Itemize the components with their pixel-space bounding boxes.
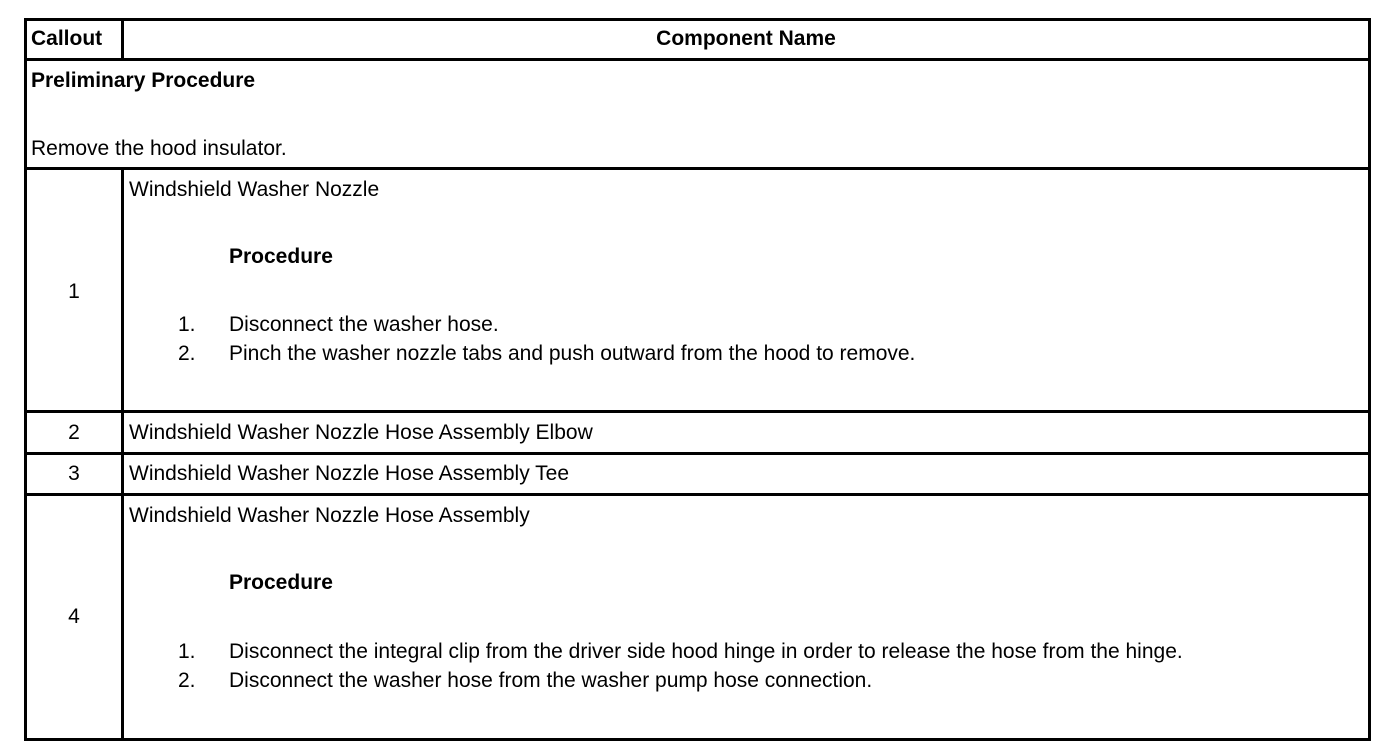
- preliminary-title: Preliminary Procedure: [31, 69, 256, 92]
- row-1-step-1: Disconnect the washer hose.: [229, 313, 499, 336]
- preliminary-text: Remove the hood insulator.: [31, 137, 287, 160]
- row-2-name: Windshield Washer Nozzle Hose Assembly Elbow: [129, 421, 593, 444]
- row-1-step-2-number: 2.: [178, 342, 196, 365]
- row-1-name-cell: [121, 167, 1371, 413]
- row-4-name-cell: [121, 493, 1371, 741]
- row-4-step-2: Disconnect the washer hose from the washer pump hose connection.: [229, 669, 873, 692]
- row-4-step-1-number: 1.: [178, 640, 196, 663]
- header-callout: Callout: [31, 27, 103, 50]
- row-1-callout: 1: [68, 280, 80, 303]
- row-4-procedure-title: Procedure: [229, 571, 333, 594]
- row-1-step-2: Pinch the washer nozzle tabs and push outward from the hood to remove.: [229, 342, 916, 365]
- row-3-name: Windshield Washer Nozzle Hose Assembly Tee: [129, 462, 570, 485]
- row-4-callout: 4: [68, 605, 80, 628]
- row-4-name: Windshield Washer Nozzle Hose Assembly: [129, 504, 530, 527]
- row-1-procedure-title: Procedure: [229, 245, 333, 268]
- row-2-callout: 2: [68, 421, 80, 444]
- header-component-name: Component Name: [656, 27, 836, 50]
- row-4-step-1: Disconnect the integral clip from the driver side hood hinge in order to release the hose from the hinge.: [229, 640, 1183, 663]
- row-1-step-1-number: 1.: [178, 313, 196, 336]
- row-4-step-2-number: 2.: [178, 669, 196, 692]
- row-1-name: Windshield Washer Nozzle: [129, 178, 380, 201]
- row-3-callout: 3: [68, 462, 80, 485]
